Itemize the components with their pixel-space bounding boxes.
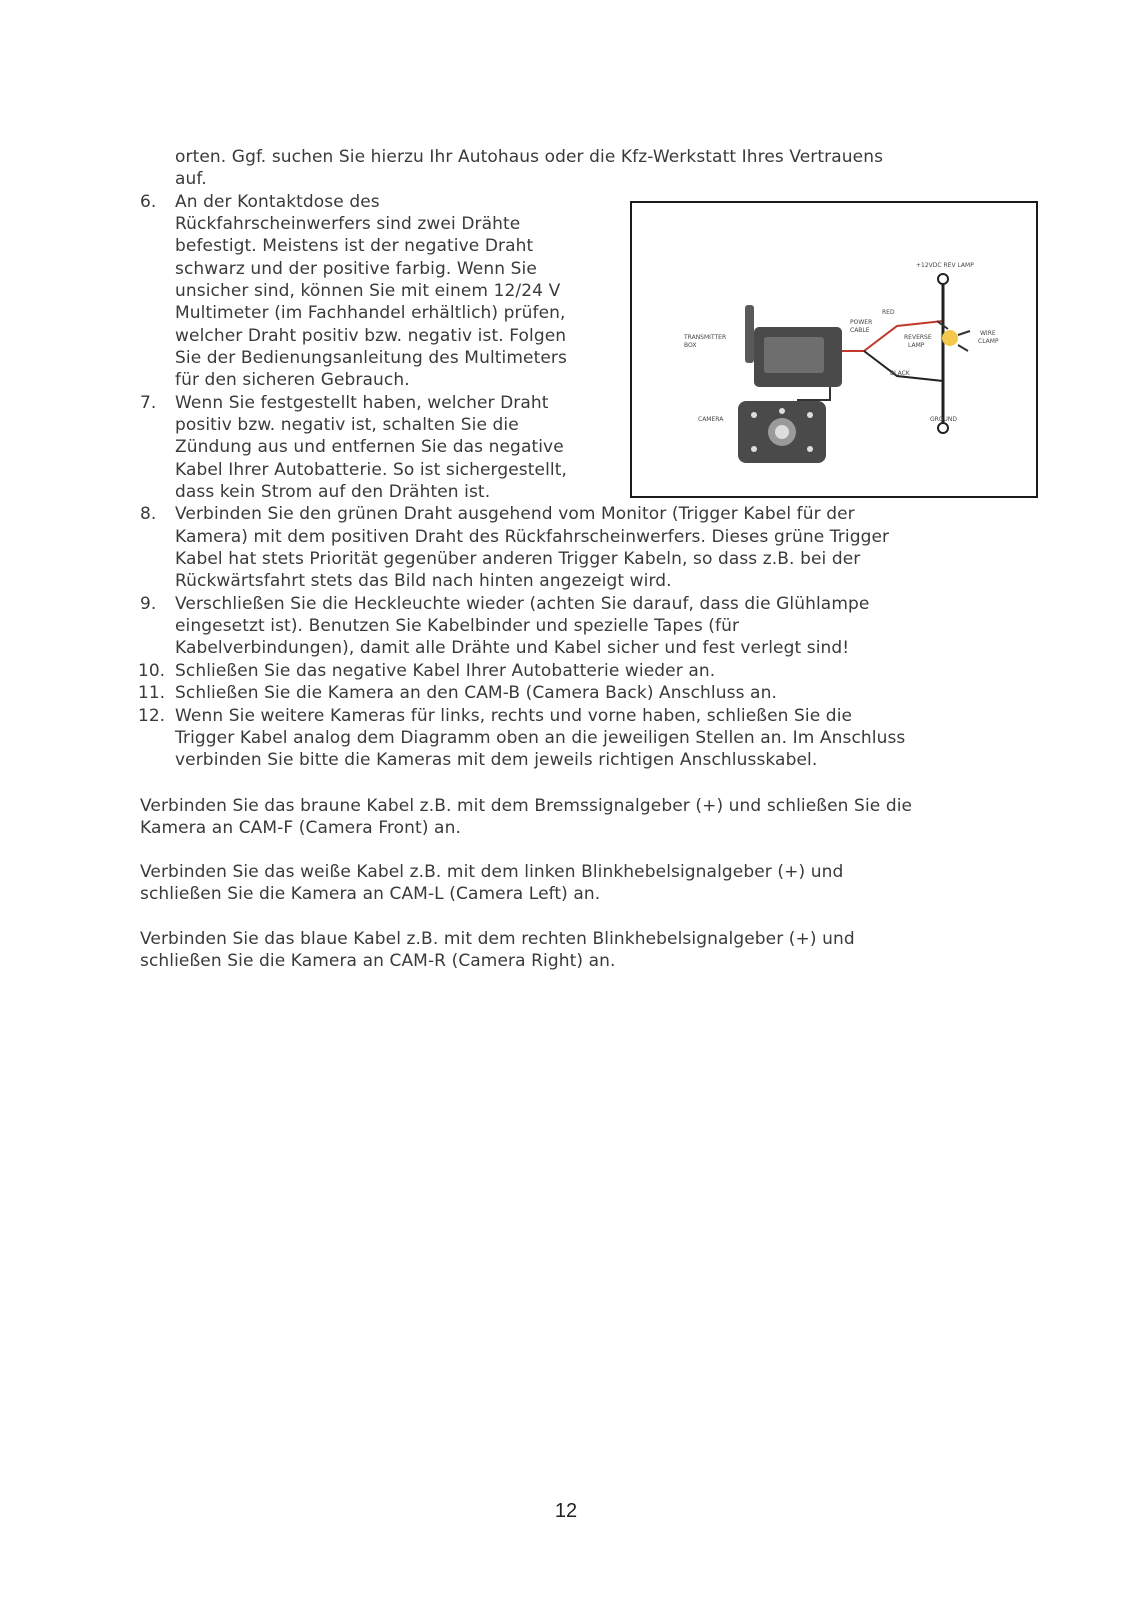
camera-cable xyxy=(797,387,830,400)
camera-led xyxy=(807,412,813,418)
paragraph-line: schließen Sie die Kamera an CAM-R (Camera Right) an. xyxy=(140,951,616,971)
step-line: Multimeter (im Fachhandel erhältlich) prüfen, xyxy=(175,303,566,323)
paragraph-line: Verbinden Sie das braune Kabel z.B. mit dem Bremssignalgeber (+) und schließen Sie die xyxy=(140,796,913,816)
step-line: Trigger Kabel analog dem Diagramm oben an die jeweiligen Stellen an. Im Anschluss xyxy=(175,728,906,748)
paragraph-line: Verbinden Sie das weiße Kabel z.B. mit dem linken Blinkhebelsignalgeber (+) und xyxy=(140,862,844,882)
step-number: 8. xyxy=(140,504,157,524)
step-line: Verschließen Sie die Heckleuchte wieder (achten Sie darauf, dass die Glühlampe xyxy=(175,594,870,614)
camera-led xyxy=(751,412,757,418)
step-line: Wenn Sie festgestellt haben, welcher Draht xyxy=(175,393,549,413)
lamp-icon xyxy=(942,330,958,346)
page-number: 12 xyxy=(554,1500,578,1522)
step-line: Zündung aus und entfernen Sie das negative xyxy=(175,437,564,457)
step-line: Kamera) mit dem positiven Draht des Rückfahrscheinwerfers. Dieses grüne Trigger xyxy=(175,527,890,547)
ground-terminal xyxy=(938,423,948,433)
step-line: positiv bzw. negativ ist, schalten Sie die xyxy=(175,415,519,435)
label-black: BLACK xyxy=(890,370,910,377)
wiring-diagram xyxy=(630,201,1038,498)
step-line: Rückfahrscheinwerfers sind zwei Drähte xyxy=(175,214,521,234)
step-line: Schließen Sie das negative Kabel Ihrer Autobatterie wieder an. xyxy=(175,661,716,681)
camera-led xyxy=(807,446,813,452)
transmitter-screen xyxy=(764,337,824,373)
step-line: Schließen Sie die Kamera an den CAM-B (Camera Back) Anschluss an. xyxy=(175,683,777,703)
step-number: 10. xyxy=(138,661,166,681)
label-clamp: CLAMP xyxy=(978,338,999,345)
intro-line: orten. Ggf. suchen Sie hierzu Ihr Autohaus oder die Kfz-Werkstatt Ihres Vertrauens xyxy=(175,147,884,167)
camera-led xyxy=(779,408,785,414)
label-cable: CABLE xyxy=(850,327,870,334)
label-box: BOX xyxy=(684,342,697,349)
step-line: eingesetzt ist). Benutzen Sie Kabelbinder und spezielle Tapes (für xyxy=(175,616,740,636)
rev-lamp-terminal xyxy=(938,274,948,284)
label-reverse: REVERSE xyxy=(904,334,932,341)
step-line: Sie der Bedienungsanleitung des Multimeters xyxy=(175,348,567,368)
paragraph-line: schließen Sie die Kamera an CAM-L (Camera Left) an. xyxy=(140,884,601,904)
camera-lens-inner xyxy=(775,425,789,439)
label-red: RED xyxy=(882,309,895,316)
step-line: welcher Draht positiv bzw. negativ ist. Folgen xyxy=(175,326,567,346)
step-line: Verbinden Sie den grünen Draht ausgehend vom Monitor (Trigger Kabel für der xyxy=(175,504,855,524)
step-line: schwarz und der positive farbig. Wenn Sie xyxy=(175,259,537,279)
antenna-icon xyxy=(745,305,754,363)
step-line: verbinden Sie bitte die Kameras mit dem jeweils richtigen Anschlusskabel. xyxy=(175,750,818,770)
step-line: dass kein Strom auf den Drähten ist. xyxy=(175,482,491,502)
step-line: unsicher sind, können Sie mit einem 12/24 V xyxy=(175,281,561,301)
step-line: Kabel Ihrer Autobatterie. So ist sichergestellt, xyxy=(175,460,567,480)
step-number: 12. xyxy=(138,706,166,726)
intro-line: auf. xyxy=(175,169,207,189)
step-number: 7. xyxy=(140,393,157,413)
camera-led xyxy=(751,446,757,452)
label-camera: CAMERA xyxy=(698,416,724,423)
label-lamp: LAMP xyxy=(908,342,925,349)
step-number: 9. xyxy=(140,594,157,614)
label-wire: WIRE xyxy=(980,330,996,337)
label-power: POWER xyxy=(850,319,873,326)
label-ground: GROUND xyxy=(930,416,958,423)
step-line: befestigt. Meistens ist der negative Draht xyxy=(175,236,534,256)
step-line: Rückwärtsfahrt stets das Bild nach hinten angezeigt wird. xyxy=(175,571,672,591)
step-line: Wenn Sie weitere Kameras für links, rechts und vorne haben, schließen Sie die xyxy=(175,706,853,726)
step-number: 6. xyxy=(140,192,157,212)
step-number: 11. xyxy=(138,683,166,703)
step-line: Kabel hat stets Priorität gegenüber anderen Trigger Kabeln, so dass z.B. bei der xyxy=(175,549,861,569)
label-rev-lamp: +12VDC REV LAMP xyxy=(916,262,974,269)
paragraph-line: Verbinden Sie das blaue Kabel z.B. mit dem rechten Blinkhebelsignalgeber (+) und xyxy=(140,929,855,949)
wiring-diagram-svg xyxy=(632,203,1036,496)
step-line: für den sicheren Gebrauch. xyxy=(175,370,410,390)
step-line: Kabelverbindungen), damit alle Drähte und Kabel sicher und fest verlegt sind! xyxy=(175,638,850,658)
paragraph-line: Kamera an CAM-F (Camera Front) an. xyxy=(140,818,461,838)
step-line: An der Kontaktdose des xyxy=(175,192,380,212)
label-transmitter: TRANSMITTER xyxy=(684,334,727,341)
